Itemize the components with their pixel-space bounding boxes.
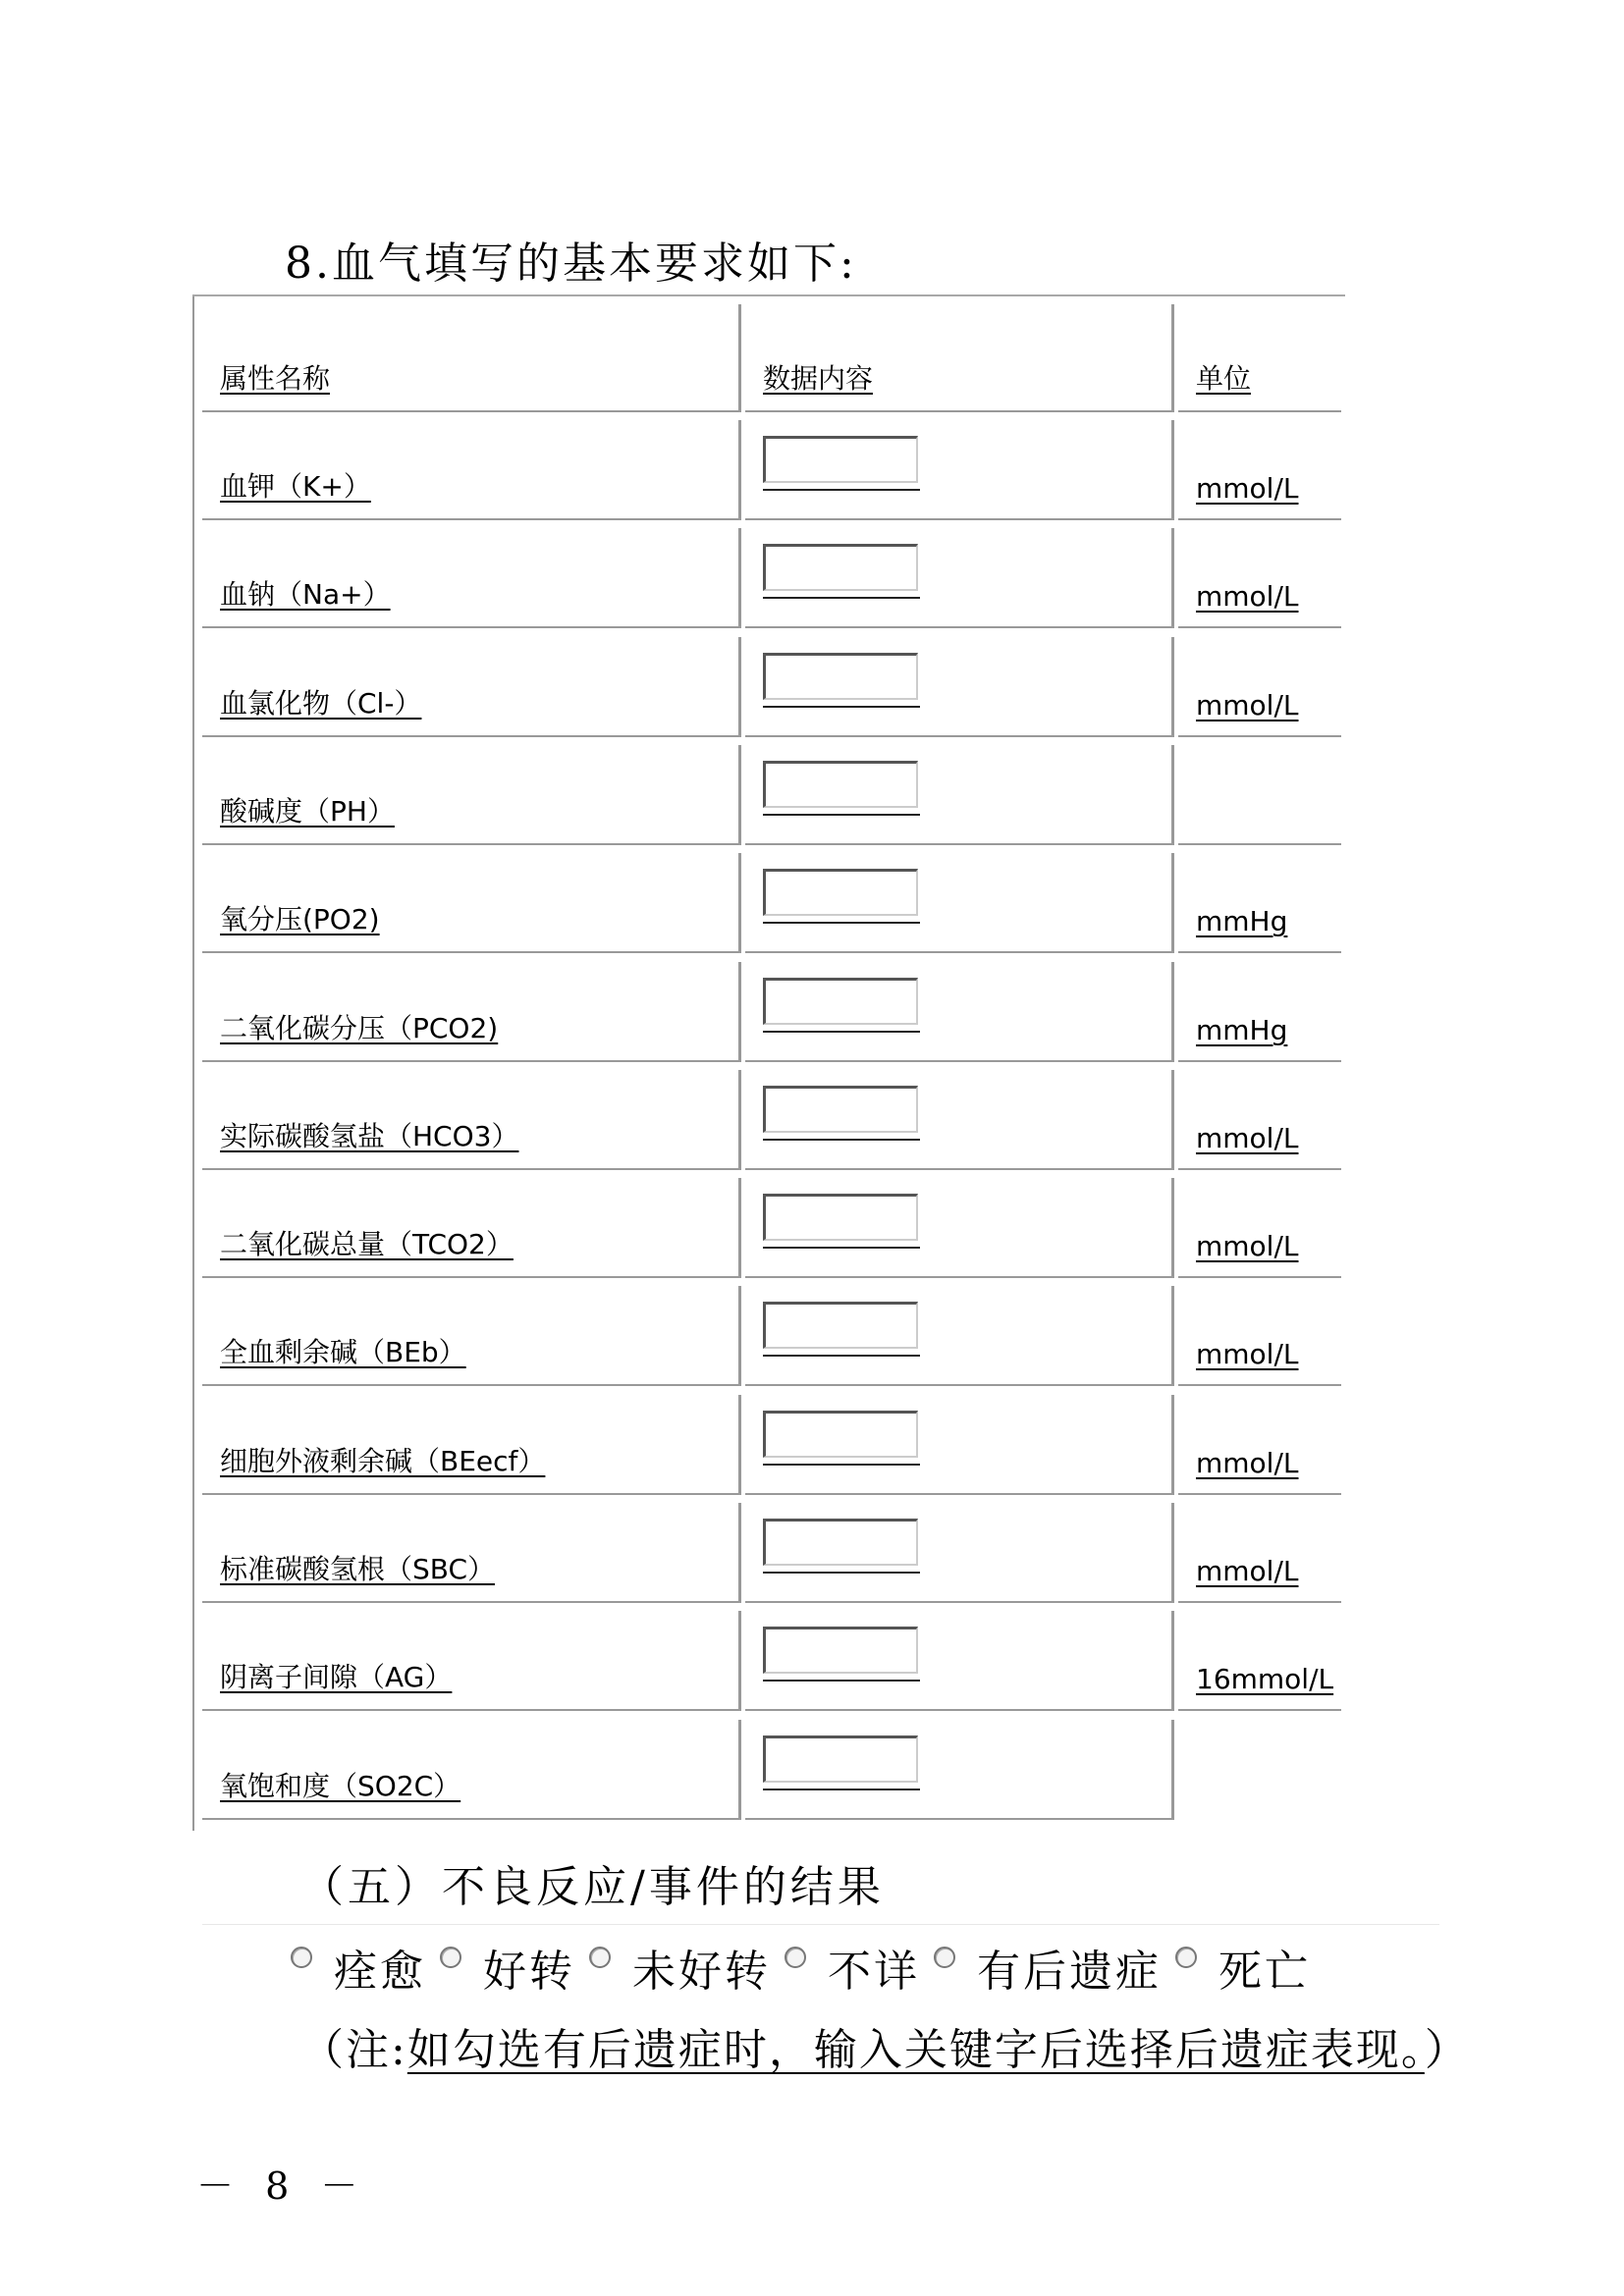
value-cell — [745, 962, 1174, 1062]
header-cell-value — [745, 304, 1174, 412]
outcome-option-label: 痊愈 — [334, 1947, 426, 1997]
attribute-cell — [202, 1720, 741, 1820]
outcome-option[interactable] — [934, 1936, 1162, 1999]
table-row — [202, 1060, 1345, 1168]
table-header-row — [202, 302, 1345, 410]
attribute-cell — [202, 1286, 741, 1386]
value-cell — [745, 1720, 1174, 1820]
note-text: 如勾选有后遗症时，输入关键字后选择后遗症表现。 — [406, 2025, 1425, 2075]
value-input[interactable] — [763, 436, 918, 483]
note-suffix: ） — [1424, 2025, 1470, 2075]
input-underline — [763, 814, 920, 816]
attribute-cell — [202, 1503, 741, 1603]
unit-label: mmol/L — [1196, 689, 1299, 721]
unit-cell — [1178, 637, 1341, 737]
outcome-option[interactable] — [440, 1936, 575, 1999]
table-row — [202, 735, 1345, 843]
table-row — [202, 518, 1345, 626]
input-underline — [763, 1789, 920, 1790]
value-input[interactable] — [763, 978, 918, 1025]
outcome-option-label: 好转 — [483, 1947, 575, 1997]
unit-cell — [1178, 1720, 1341, 1818]
value-input[interactable] — [763, 1086, 918, 1133]
table-row — [202, 1601, 1345, 1709]
note-prefix: （注: — [300, 2025, 407, 2075]
attribute-cell — [202, 528, 741, 628]
unit-label: mmHg — [1196, 1014, 1288, 1046]
value-cell — [745, 1178, 1174, 1278]
value-input[interactable] — [763, 1519, 918, 1566]
attribute-name: 全血剩余碱（BEb） — [220, 1336, 466, 1368]
attribute-name: 二氧化碳总量（TCO2） — [220, 1228, 514, 1260]
attribute-cell — [202, 1611, 741, 1711]
unit-cell — [1178, 1070, 1341, 1170]
value-input[interactable] — [763, 1411, 918, 1458]
table-row — [202, 627, 1345, 735]
attribute-cell — [202, 853, 741, 953]
header-name-label: 属性名称 — [220, 362, 331, 395]
radio-icon[interactable] — [440, 1947, 461, 1968]
table-row — [202, 1168, 1345, 1276]
radio-icon[interactable] — [589, 1947, 611, 1968]
unit-cell — [1178, 1286, 1341, 1386]
unit-label: mmol/L — [1196, 1122, 1299, 1154]
radio-icon[interactable] — [1175, 1947, 1197, 1968]
outcome-option[interactable] — [1175, 1936, 1311, 1999]
attribute-name: 酸碱度（PH） — [220, 795, 395, 828]
header-cell-name — [202, 304, 741, 412]
note — [300, 2014, 1470, 2077]
attribute-name: 氧饱和度（SO2C） — [220, 1770, 461, 1802]
value-cell — [745, 637, 1174, 737]
value-cell — [745, 420, 1174, 520]
value-cell — [745, 1070, 1174, 1170]
header-value-label: 数据内容 — [763, 362, 874, 395]
table-row — [202, 952, 1345, 1060]
unit-label: mmHg — [1196, 905, 1288, 937]
outcome-radio-group — [291, 1936, 1311, 1995]
attribute-name: 血钾（K+） — [220, 470, 371, 503]
input-underline — [763, 922, 920, 924]
input-underline — [763, 1247, 920, 1249]
attribute-cell — [202, 637, 741, 737]
value-cell — [745, 528, 1174, 628]
header-unit-label: 单位 — [1196, 362, 1252, 395]
unit-label: mmol/L — [1196, 580, 1299, 613]
header-cell-unit — [1178, 304, 1341, 412]
unit-cell — [1178, 1178, 1341, 1278]
input-underline — [763, 489, 920, 491]
attribute-name: 实际碳酸氢盐（HCO3） — [220, 1120, 519, 1152]
radio-icon[interactable] — [291, 1947, 312, 1968]
radio-icon[interactable] — [934, 1947, 955, 1968]
outcome-option-label: 不详 — [828, 1947, 920, 1997]
attribute-cell — [202, 962, 741, 1062]
outcome-option[interactable] — [589, 1936, 771, 1999]
value-input[interactable] — [763, 761, 918, 808]
outcome-option-label: 未好转 — [632, 1947, 771, 1997]
page-number: － 8 － — [196, 2164, 368, 2208]
attribute-name: 细胞外液剩余碱（BEecf） — [220, 1445, 546, 1477]
unit-cell — [1178, 1503, 1341, 1603]
value-cell — [745, 745, 1174, 845]
unit-cell — [1178, 1611, 1341, 1711]
value-input[interactable] — [763, 1735, 918, 1783]
input-underline — [763, 1572, 920, 1574]
unit-cell — [1178, 853, 1341, 953]
input-underline — [763, 1464, 920, 1466]
outcome-option[interactable] — [291, 1936, 426, 1999]
value-input[interactable] — [763, 1627, 918, 1674]
unit-label: mmol/L — [1196, 1230, 1299, 1262]
unit-cell — [1178, 962, 1341, 1062]
unit-label: mmol/L — [1196, 1338, 1299, 1370]
attribute-name: 二氧化碳分压（PCO2) — [220, 1012, 499, 1044]
value-cell — [745, 1395, 1174, 1495]
unit-cell — [1178, 528, 1341, 628]
attribute-cell — [202, 1395, 741, 1495]
outcome-option-label: 有后遗症 — [977, 1947, 1162, 1997]
attribute-name: 阴离子间隙（AG） — [220, 1661, 453, 1693]
table-top-border — [192, 294, 1345, 296]
table-row — [202, 1385, 1345, 1493]
attribute-name: 血钠（Na+） — [220, 578, 391, 611]
outcome-option[interactable] — [785, 1936, 920, 1999]
table-row — [202, 1276, 1345, 1384]
table-row — [202, 1710, 1345, 1818]
table-left-border — [192, 294, 194, 1831]
value-cell — [745, 1503, 1174, 1603]
input-underline — [763, 1680, 920, 1682]
section-title: （五）不良反应/事件的结果 — [300, 1862, 885, 1912]
attribute-cell — [202, 745, 741, 845]
value-input[interactable] — [763, 1302, 918, 1349]
attribute-name: 标准碳酸氢根（SBC） — [220, 1553, 496, 1585]
divider — [202, 1924, 1439, 1925]
value-cell — [745, 1611, 1174, 1711]
table-row — [202, 410, 1345, 518]
input-underline — [763, 706, 920, 708]
outcome-option-label: 死亡 — [1218, 1947, 1311, 1997]
unit-cell — [1178, 1395, 1341, 1495]
input-underline — [763, 597, 920, 599]
radio-icon[interactable] — [785, 1947, 806, 1968]
attribute-cell — [202, 1070, 741, 1170]
value-cell — [745, 853, 1174, 953]
table-row — [202, 1493, 1345, 1601]
input-underline — [763, 1355, 920, 1357]
value-input[interactable] — [763, 653, 918, 700]
unit-cell — [1178, 745, 1341, 845]
attribute-cell — [202, 1178, 741, 1278]
value-cell — [745, 1286, 1174, 1386]
unit-label: 16mmol/L — [1196, 1663, 1334, 1695]
value-input[interactable] — [763, 544, 918, 591]
input-underline — [763, 1139, 920, 1141]
unit-label: mmol/L — [1196, 1447, 1299, 1479]
table-row — [202, 843, 1345, 951]
unit-label: mmol/L — [1196, 472, 1299, 505]
input-underline — [763, 1031, 920, 1033]
unit-label: mmol/L — [1196, 1555, 1299, 1587]
value-input[interactable] — [763, 1194, 918, 1241]
attribute-name: 氧分压(PO2) — [220, 903, 380, 935]
attribute-name: 血氯化物（Cl-） — [220, 687, 422, 720]
unit-cell — [1178, 420, 1341, 520]
value-input[interactable] — [763, 869, 918, 916]
section-heading: 8.血气填写的基本要求如下: — [285, 239, 857, 289]
attribute-cell — [202, 420, 741, 520]
